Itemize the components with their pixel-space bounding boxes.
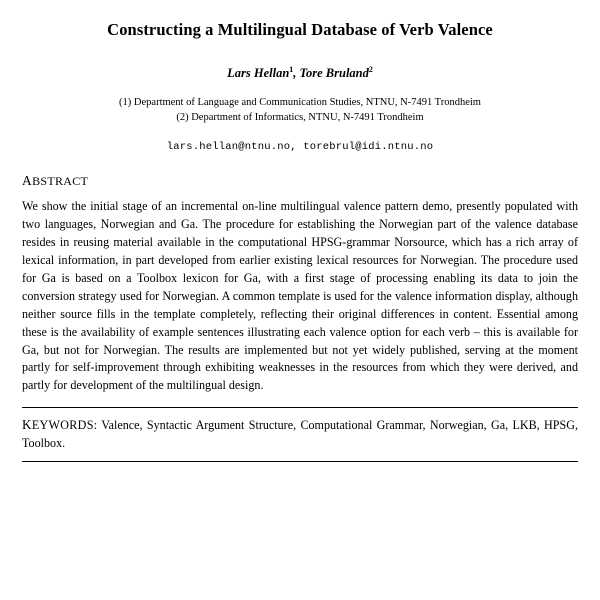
affiliation-2: (2) Department of Informatics, NTNU, N-7491 Trondheim [176, 112, 424, 124]
affiliations [22, 95, 578, 125]
keywords-heading [22, 418, 94, 432]
keywords-separator: : [93, 418, 102, 433]
author-second-name: Tore Bruland [299, 65, 369, 80]
abstract-heading [22, 173, 578, 189]
keywords-heading-initial: K [22, 417, 32, 433]
affiliation-1: (1) Department of Language and Communication Studies, NTNU, N-7491 Trondheim [119, 97, 481, 109]
author-first-affiliation-marker: 1 [289, 64, 294, 74]
keywords-block [22, 415, 578, 452]
author-first-name: Lars Hellan [227, 65, 290, 80]
abstract-heading-rest: BSTRACT [32, 174, 89, 189]
abstract-heading-initial: A [22, 173, 33, 189]
keywords-list: Valence, Syntactic Argument Structure, Computational Grammar, Norwegian, Ga, LKB, HPSG, Toolbox. [22, 418, 578, 450]
author-line [22, 65, 578, 81]
divider-below-keywords [22, 461, 578, 462]
page-title: Constructing a Multilingual Database of Verb Valence [107, 20, 493, 39]
author-separator: , [293, 65, 300, 80]
author-emails: lars.hellan@ntnu.no, torebrul@idi.ntnu.no [166, 141, 434, 154]
abstract-body: We show the initial stage of an incremental on-line multilingual valence pattern demo, presently populated with two languages, Norwegian and Ga. The procedure for establishing the Norwegian part of the valence database resides in reusing material available in the computational HPSG-grammar Norsource, which has a rich array of lexical information, in part developed from earlier existing lexical resources for Norwegian. The procedure used for Ga is based on a Toolbox lexicon for Ga, with a first stage of processing enabling its data to join the conversion strategy used for Norwegian. A common template is used for the valence information display, although neither source fills in the template completely, reflecting their original differences in content. Essential among these is the availability of example sentences illustrating each valence option for each verb – this is available for Ga, but not for Norwegian. The results are implemented but not yet widely published, serving at the moment partly for self-improvement through exhibiting weaknesses in the resources from which they were derived, and partly for development of the multilingual design. [22, 199, 578, 393]
author-second-affiliation-marker: 2 [368, 64, 373, 74]
divider-above-keywords [22, 407, 578, 408]
keywords-heading-rest: EYWORDS [31, 418, 94, 433]
